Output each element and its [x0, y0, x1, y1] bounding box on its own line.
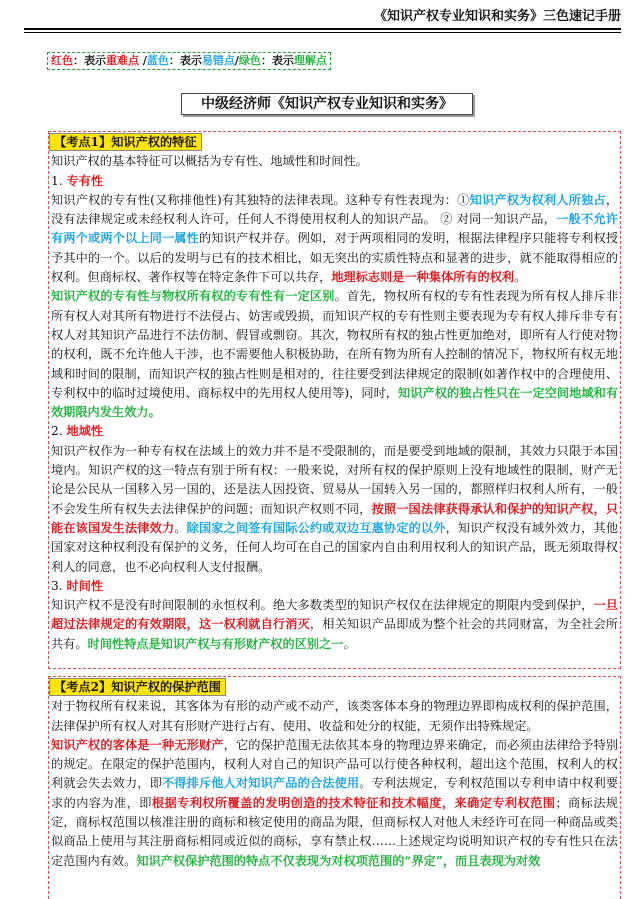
color-legend: [47, 52, 331, 70]
document-title: 中级经济师《知识产权专业知识和实务》: [181, 93, 473, 115]
kp1-paragraph-4: 知识产权不是没有时间限制的永恒权利。绝大多数类型的知识产权仅在法律规定的期限内受到保护，一旦超过法律规定的有效期限，这一权利就自行消灭，相关知识产品即成为整个社会的共同财富，为全社会所共有。时间性特点是知识产权与有形财产权的区别之一。: [51, 598, 619, 651]
legend-sep: /: [234, 54, 239, 67]
kp1-paragraph-1: 知识产权的专有性(又称排他性)有其独特的法律表现。这种专有性表现为：①知识产权为权利人所独占，没有法律规定或未经权利人许可，任何人不得使用权利人的知识产品。 ② 对同一知识产品，一般不允许有两个或两个以上同一属性的知识产权并存。例如，对于两项相同的发明，根据法律程序只能将专利权授予其中的一个。以后的发明与已有的技术相比，如无突出的实质性特点和显著的进步，就不能取得相应的权利。但商标权、著作权等在特定条件下可以共存，地理标志则是一种集体所有的权利。: [51, 192, 619, 285]
legend-red-desc: ：表示: [73, 54, 106, 67]
kp2-paragraph-1: 对于物权所有权来说，其客体为有形的动产或不动产，该类客体本身的物理边界即构成权利的保护范围，法律保护所有权人对其有形财产进行占有、使用、收益和处分的权能，无须作出特殊规定。: [51, 699, 618, 733]
kp1-intro: 知识产权的基本特征可以概括为专有性、地域性和时间性。: [51, 154, 368, 169]
legend-green-desc: ：表示: [260, 54, 294, 67]
legend-blue: 蓝色: [146, 54, 169, 67]
legend-green: 绿色: [238, 54, 261, 67]
page-header: [24, 6, 621, 30]
kp1-heading: 【考点1】知识产权的特征: [49, 133, 202, 151]
legend-sep: /: [139, 54, 147, 67]
kp1-subheading-2: 2. 地域性: [51, 424, 104, 439]
section-kp1: [48, 131, 621, 669]
kp1-subheading-3: 3. 时间性: [51, 578, 104, 593]
kp2-heading: 【考点2】知识产权的保护范围: [49, 678, 226, 696]
legend-red: 红色: [51, 54, 73, 67]
header-title: 《知识产权专业知识和实务》三色速记手册: [373, 9, 621, 24]
legend-blue-term: 易错点: [201, 54, 235, 67]
kp2-paragraph-2: 知识产权的客体是一种无形财产，它的保护范围无法依其本身的物理边界来确定，而必须由法律给予特别的规定。在限定的保护范围内，权利人对自己的知识产品可以行使各种权利，超出这个范围，权利人的权利就会失去效力，即不得排斥他人对知识产品的合法使用。专利法规定，专利权范围以专利申请中权利要求的内容为准，即根据专利权所覆盖的发明创造的技术特征和技术幅度，来确定专利权范围；商标法规定，商标权范围以核准注册的商标和核定使用的商品为限，但商标权人对他人未经许可在同一种商品或类似商品上使用与其注册商标相同或近似的商标，享有禁止权……上述规定均说明知识产权的专有性只在法定范围内有效。知识产权保护范围的特点不仅表现为对权项范围的“界定”，而且表现为对效: [51, 737, 619, 868]
legend-green-term: 理解点: [293, 54, 327, 67]
header-rule: [24, 32, 621, 33]
kp1-paragraph-3: 知识产权作为一种专有权在法域上的效力并不是不受限制的，而是要受到地域的限制，其效力只限于本国境内。知识产权的这一特点有别于所有权：一般来说，对所有权的保护原则上没有地域性的限制，财产无论是公民从一国移入另一国的，还是法人因投资、贸易从一国转入另一国的，都照样归权利人所有，一般不会发生所有权失去法律保护的问题；而知识产权则不同，按照一国法律获得承认和保护的知识产权，只能在该国发生法律效力。除国家之间签有国际公约或双边互惠协定的以外，知识产权没有域外效力，其他国家对这种权利没有保护的义务，任何人均可在自己的国家内自由利用权利人的知识产品，既无须取得权利人的同意，也不必向权利人支付报酬。: [51, 443, 619, 574]
legend-red-term: 重难点: [106, 54, 139, 67]
legend-blue-desc: ：表示: [168, 54, 202, 67]
kp1-paragraph-2: 知识产权的专有性与物权所有权的专有性有一定区别。首先，物权所有权的专有性表现为所有权人排斥非所有权人对其所有物进行不法侵占、妨害或毁损，而知识产权的专有性则主要表现为专有权人排斥非专有权人对其知识产品进行不法仿制、假冒或剽窃。其次，物权所有权的独占性更加绝对，即所有人行使对物的权利，既不允许他人干涉，也不需要他人积极协助，在所有物为所有人控制的情况下，物权所有权无地域和时间的限制，而知识产权的独占性则是相对的，往往要受到法律规定的限制(如著作权中的合理使用、专利权中的临时过境使用、商标权中的先用权人使用等)，同时，知识产权的独占性只在一定空间地域和有效期限内发生效力。: [51, 289, 619, 420]
kp1-subheading-1: 1. 专有性: [51, 173, 104, 188]
section-kp2: [48, 676, 621, 899]
